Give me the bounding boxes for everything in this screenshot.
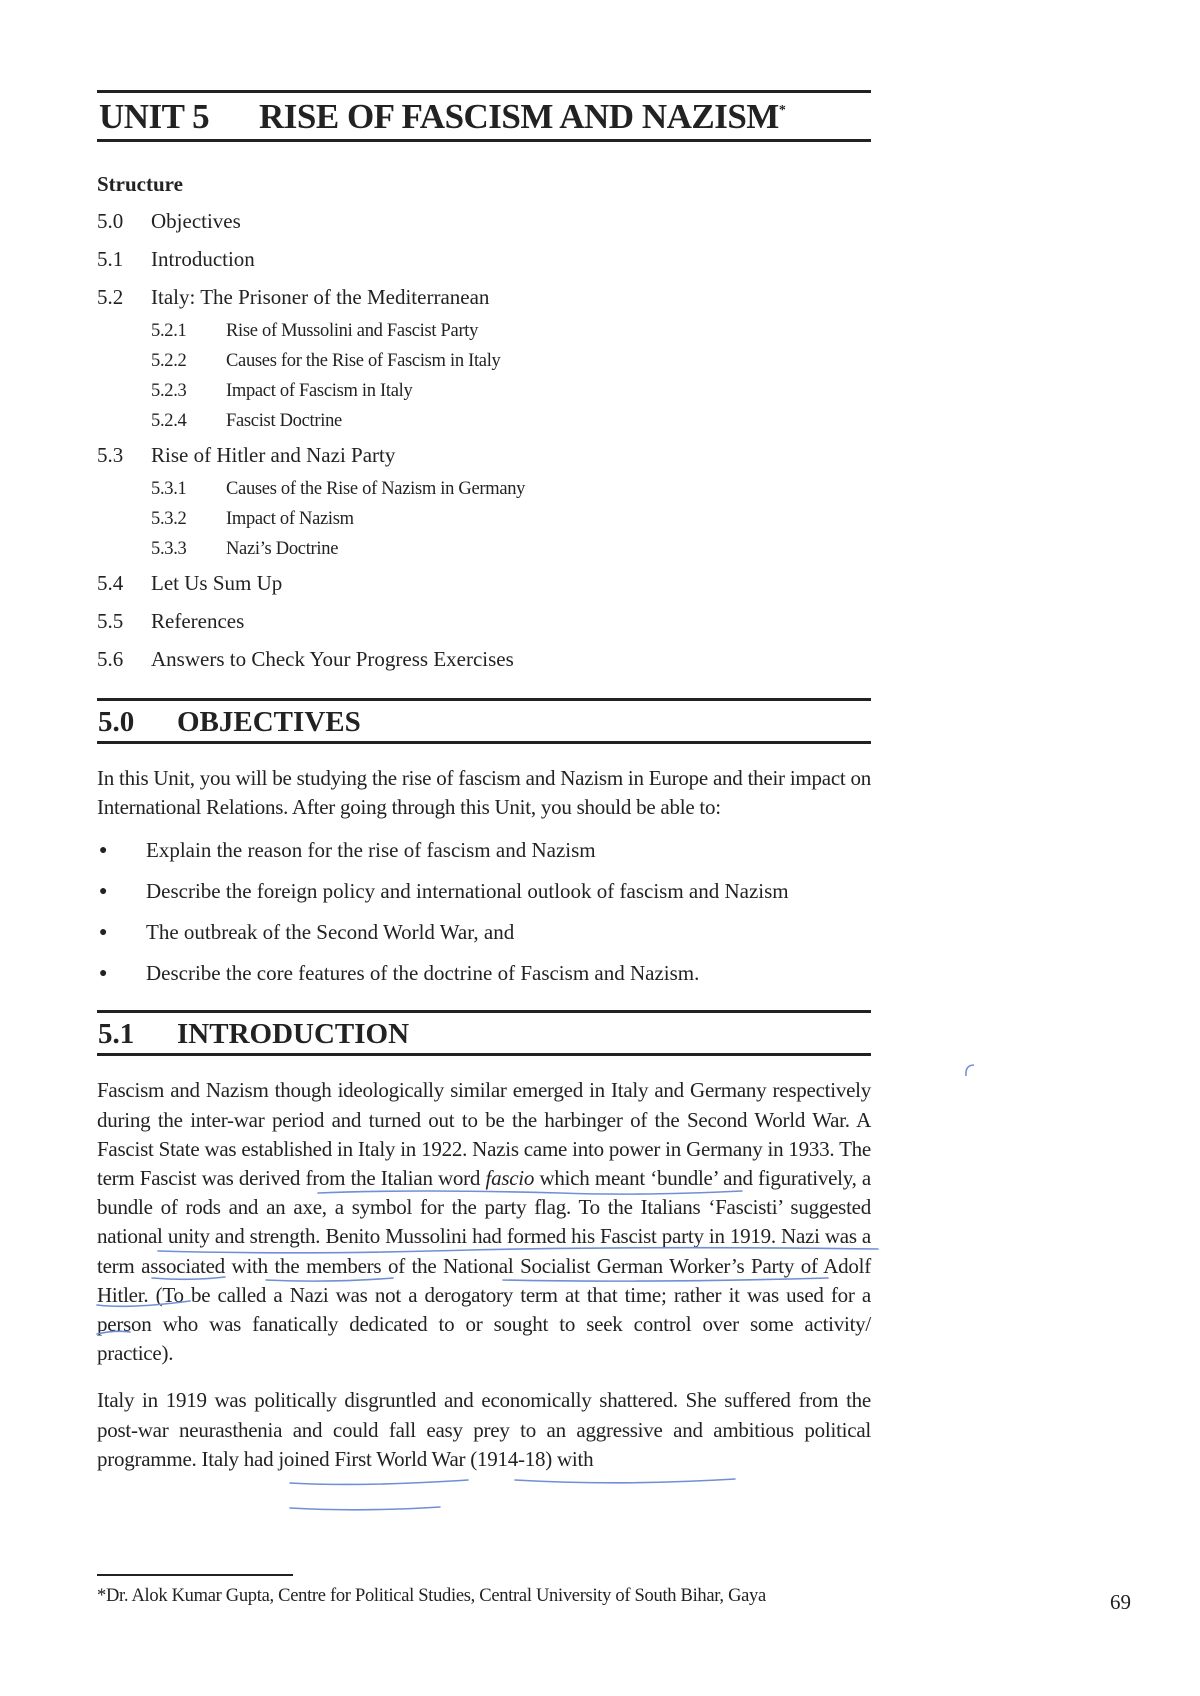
toc-item-label: Introduction	[151, 247, 255, 271]
toc-subitem-label: Causes of the Rise of Nazism in Germany	[226, 479, 526, 499]
bullet-icon: ●	[99, 884, 108, 900]
footnote-rule	[97, 1574, 293, 1576]
toc-subitem-label: Causes for the Rise of Fascism in Italy	[226, 351, 501, 371]
toc-item-label: References	[151, 609, 245, 633]
toc-item-number: 5.1	[97, 247, 124, 271]
section-number: 5.1	[98, 1018, 135, 1051]
unit-title-text: RISE OF FASCISM AND NAZISM*	[259, 97, 786, 136]
list-item-text: Describe the foreign policy and international outlook of fascism and Nazism	[146, 879, 789, 904]
unit-number: UNIT 5	[99, 97, 210, 136]
toc-item-label: Answers to Check Your Progress Exercises	[151, 647, 514, 671]
bullet-icon: ●	[99, 843, 108, 859]
footnote: *Dr. Alok Kumar Gupta, Centre for Political Studies, Central University of South Bihar, Gaya	[97, 1586, 766, 1606]
bullet-icon: ●	[99, 966, 108, 982]
structure-heading: Structure	[97, 172, 183, 196]
toc-item-label: Italy: The Prisoner of the Mediterranean	[151, 285, 490, 309]
section-number: 5.0	[98, 706, 135, 738]
section-title: INTRODUCTION	[177, 1018, 410, 1051]
list-item-text: The outbreak of the Second World War, and	[146, 920, 515, 945]
toc-item-number: 5.2	[97, 285, 124, 309]
section-title: OBJECTIVES	[177, 706, 361, 738]
toc-item-label: Let Us Sum Up	[151, 571, 283, 595]
toc-subitem-number: 5.3.2	[151, 509, 187, 529]
intro-paragraph-1: Fascism and Nazism though ideologically similar emerged in Italy and Germany respectively during the inter-war period and turned out to be the harbinger of the Second World War. A Fascist State was established in Italy in 1922. Nazis came into power in Germany in 1933. The term Fascist was derived from the Italian word fascio which meant ‘bundle’ and figuratively, a bundle of rods and an axe, a symbol for the party flag. To the Italians ‘Fascisti’ suggested national unity and strength. Benito Mussolini had formed his Fascist party in 1919. Nazi was a term associated with the members of the National Socialist German Worker’s Party of Adolf Hitler. (To be called a Nazi was not a derogatory term at that time; rather it was used for a person who was fanatically dedicated to or sought to seek control over some activity/ practice).	[97, 1078, 871, 1366]
bullet-icon: ●	[99, 925, 108, 941]
page-number: 69	[1110, 1590, 1131, 1614]
toc-item-number: 5.4	[97, 571, 124, 595]
italic-term: fascio	[485, 1166, 535, 1191]
toc-item-number: 5.6	[97, 647, 124, 671]
pen-strokes	[97, 1191, 878, 1510]
toc-subitem-label: Impact of Nazism	[226, 509, 354, 529]
list-item-text: Describe the core features of the doctrine of Fascism and Nazism.	[146, 961, 700, 986]
toc-subitem-label: Rise of Mussolini and Fascist Party	[226, 321, 479, 341]
list-item-text: Explain the reason for the rise of fascism and Nazism	[146, 838, 596, 863]
toc-subitem-label: Fascist Doctrine	[226, 411, 342, 431]
toc-subitem-number: 5.3.3	[151, 539, 187, 559]
toc-subitem-label: Nazi’s Doctrine	[226, 539, 339, 559]
toc-item-number: 5.3	[97, 443, 124, 467]
footnote-marker: *	[778, 103, 786, 118]
toc-subitem-number: 5.2.2	[151, 351, 187, 371]
toc-subitem-number: 5.2.3	[151, 381, 187, 401]
toc-item-label: Objectives	[151, 209, 241, 233]
objectives-intro: In this Unit, you will be studying the rise of fascism and Nazism in Europe and their impact on International Relations. After going through this Unit, you should be able to:	[97, 766, 871, 820]
toc-subitem-number: 5.2.4	[151, 411, 187, 431]
toc-subitem-number: 5.3.1	[151, 479, 187, 499]
toc-subitem-number: 5.2.1	[151, 321, 187, 341]
toc-subitem-label: Impact of Fascism in Italy	[226, 381, 413, 401]
pen-mark-icon	[962, 1062, 978, 1080]
toc-item-number: 5.5	[97, 609, 124, 633]
intro-paragraph-2: Italy in 1919 was politically disgruntled and economically shattered. She suffered from the post-war neurasthenia and could fall easy prey to an aggressive and ambitious political programme. Italy had joined First World War (1914-18) with	[97, 1388, 871, 1471]
toc-item-label: Rise of Hitler and Nazi Party	[151, 443, 396, 467]
toc-item-number: 5.0	[97, 209, 124, 233]
